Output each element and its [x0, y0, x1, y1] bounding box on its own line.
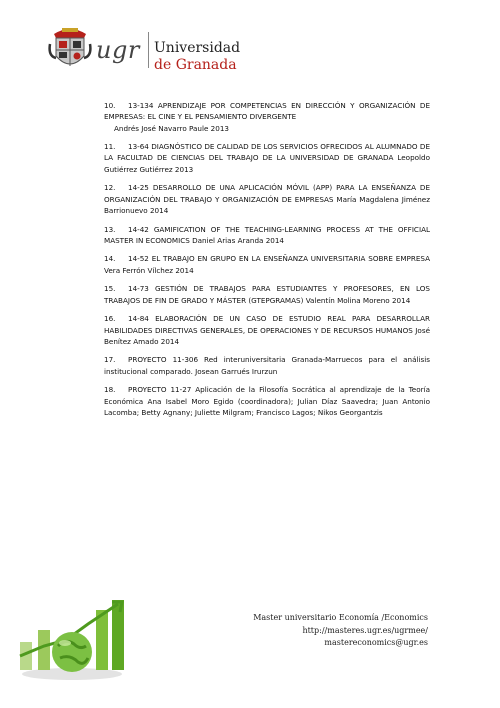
list-item: [104, 100, 430, 134]
footer-program: Master universitario Economía /Economics: [253, 613, 428, 622]
item-author: Andrés José Navarro Paule 2013: [114, 123, 229, 133]
list-item: [104, 182, 430, 216]
footer-contact: [253, 612, 428, 650]
footer-website-link[interactable]: http://masteres.ugr.es/ugrmee/: [302, 625, 428, 635]
item-number: 16.: [104, 314, 116, 324]
list-item: [104, 283, 430, 306]
list-item: [104, 253, 430, 276]
item-text: 14-73 GESTIÓN DE TRABAJOS PARA ESTUDIANTES Y PROFESORES, EN LOS TRABAJOS DE FIN DE GRADO Y MÁSTER (GTEPGRAMAS) Valentín Molina Moreno 2014: [104, 284, 430, 305]
project-list: [104, 100, 430, 426]
list-item: [104, 224, 430, 247]
item-text: 14-84 ELABORACIÓN DE UN CASO DE ESTUDIO REAL PARA DESARROLLAR HABILIDADES DIRECTIVAS GENERALES, DE OPERACIONES Y DE RECURSOS HUMANOS José Benítez Amado 2014: [104, 314, 430, 346]
green-globe-chart-icon: [14, 596, 128, 682]
university-name-line1: Universidad: [154, 40, 241, 56]
item-text: 14-42 GAMIFICATION OF THE TEACHING-LEARNING PROCESS AT THE OFFICIAL MASTER IN ECONOMICS Daniel Arias Aranda 2014: [104, 224, 430, 245]
item-text: 14-52 EL TRABAJO EN GRUPO EN LA ENSEÑANZA UNIVERSITARIA SOBRE EMPRESA Vera Ferrón Vílchez 2014: [104, 254, 430, 275]
item-number: 14.: [104, 254, 116, 264]
university-name-line2: de Granada: [154, 57, 237, 73]
list-item: [104, 313, 430, 347]
list-item: [104, 354, 430, 377]
item-number: 13.: [104, 224, 116, 234]
ugr-logo-text: ugr: [96, 36, 140, 64]
logo-divider: [148, 32, 149, 68]
university-name: [154, 40, 240, 74]
university-crest-icon: [48, 26, 92, 72]
item-text: PROYECTO 11-306 Red interuniversitaria Granada-Marruecos para el análisis institucional comparado. Josean Garrués Irurzun: [104, 355, 430, 376]
university-header: [48, 22, 248, 78]
item-number: 11.: [104, 142, 116, 152]
list-item: [104, 141, 430, 175]
item-text: PROYECTO 11-27 Aplicación de la Filosofía Socrática al aprendizaje de la Teoría Económica Ana Isabel Moro Egido (coordinadora); Julian Díaz Saavedra; Juan Antonio Lacomba; Betty Agnany; Juliette Milgram; Francisco Lagos; Nikos Georgantzis: [104, 385, 430, 417]
item-number: 18.: [104, 385, 116, 395]
item-text: 13-64 DIAGNÓSTICO DE CALIDAD DE LOS SERVICIOS OFRECIDOS AL ALUMNADO DE LA FACULTAD DE CIENCIAS DEL TRABAJO DE LA UNIVERSIDAD DE GRANADA Leopoldo Gutiérrez Gutiérrez 2013: [104, 142, 430, 174]
item-text: 14-25 DESARROLLO DE UNA APLICACIÓN MÓVIL (APP) PARA LA ENSEÑANZA DE ORGANIZACIÓN DEL TRABAJO Y ORGANIZACIÓN DE EMPRESAS María Magdalena Jiménez Barrionuevo 2014: [104, 183, 430, 215]
item-number: 15.: [104, 284, 116, 294]
list-item: [104, 384, 430, 418]
item-number: 17.: [104, 355, 116, 365]
item-number: 12.: [104, 183, 116, 193]
item-number: 10.: [104, 101, 116, 110]
item-text: 13-134 APRENDIZAJE POR COMPETENCIAS EN DIRECCIÓN Y ORGANIZACIÓN DE EMPRESAS: EL CINE Y EL PENSAMIENTO DIVERGENTE: [104, 101, 430, 122]
footer-email-link[interactable]: mastereconomics@ugr.es: [324, 638, 428, 647]
